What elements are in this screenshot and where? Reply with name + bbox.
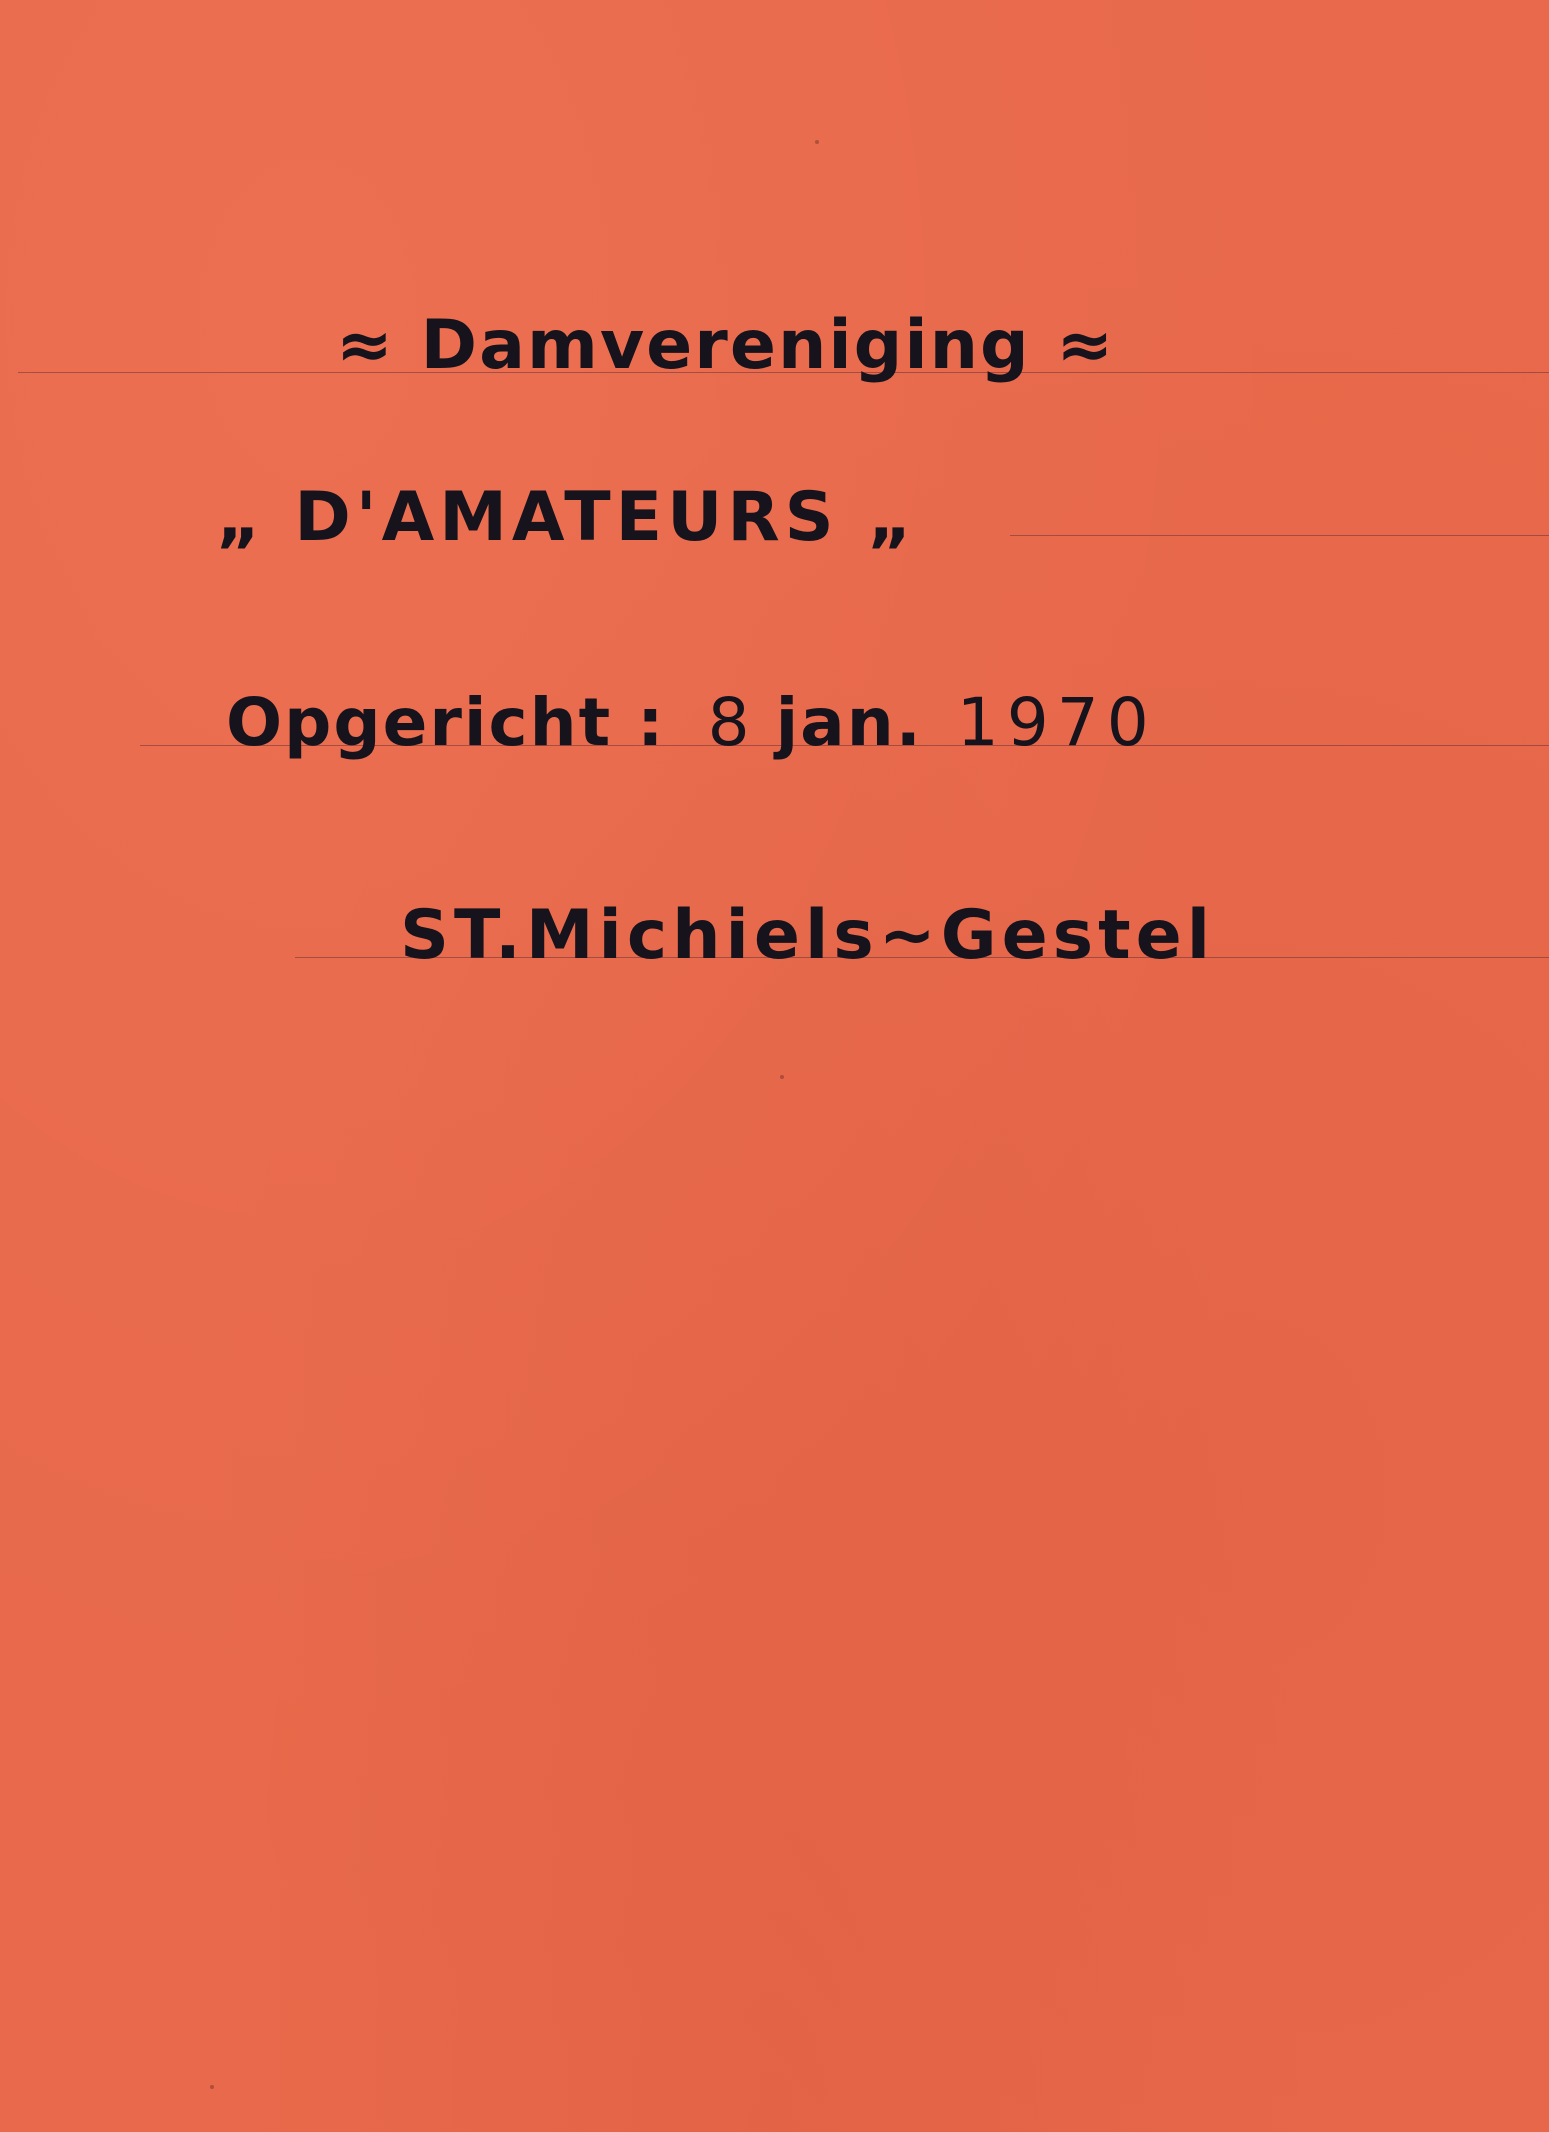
paper-speck: [780, 1075, 784, 1079]
founded-line: [226, 684, 1157, 761]
paper-speck: [815, 140, 819, 144]
location-heading: ST.Michiels~Gestel: [400, 896, 1216, 975]
club-name-heading: „ D'AMATEURS „: [216, 478, 918, 557]
founded-month: jan.: [775, 684, 923, 761]
club-type-heading: ≈ Damvereniging ≈: [336, 306, 1116, 385]
founded-day: 8: [707, 684, 752, 761]
founded-label: Opgericht :: [226, 684, 666, 761]
guide-line-2: [1010, 535, 1549, 536]
founded-year: 1970: [956, 684, 1157, 761]
paper-speck: [210, 2085, 214, 2089]
